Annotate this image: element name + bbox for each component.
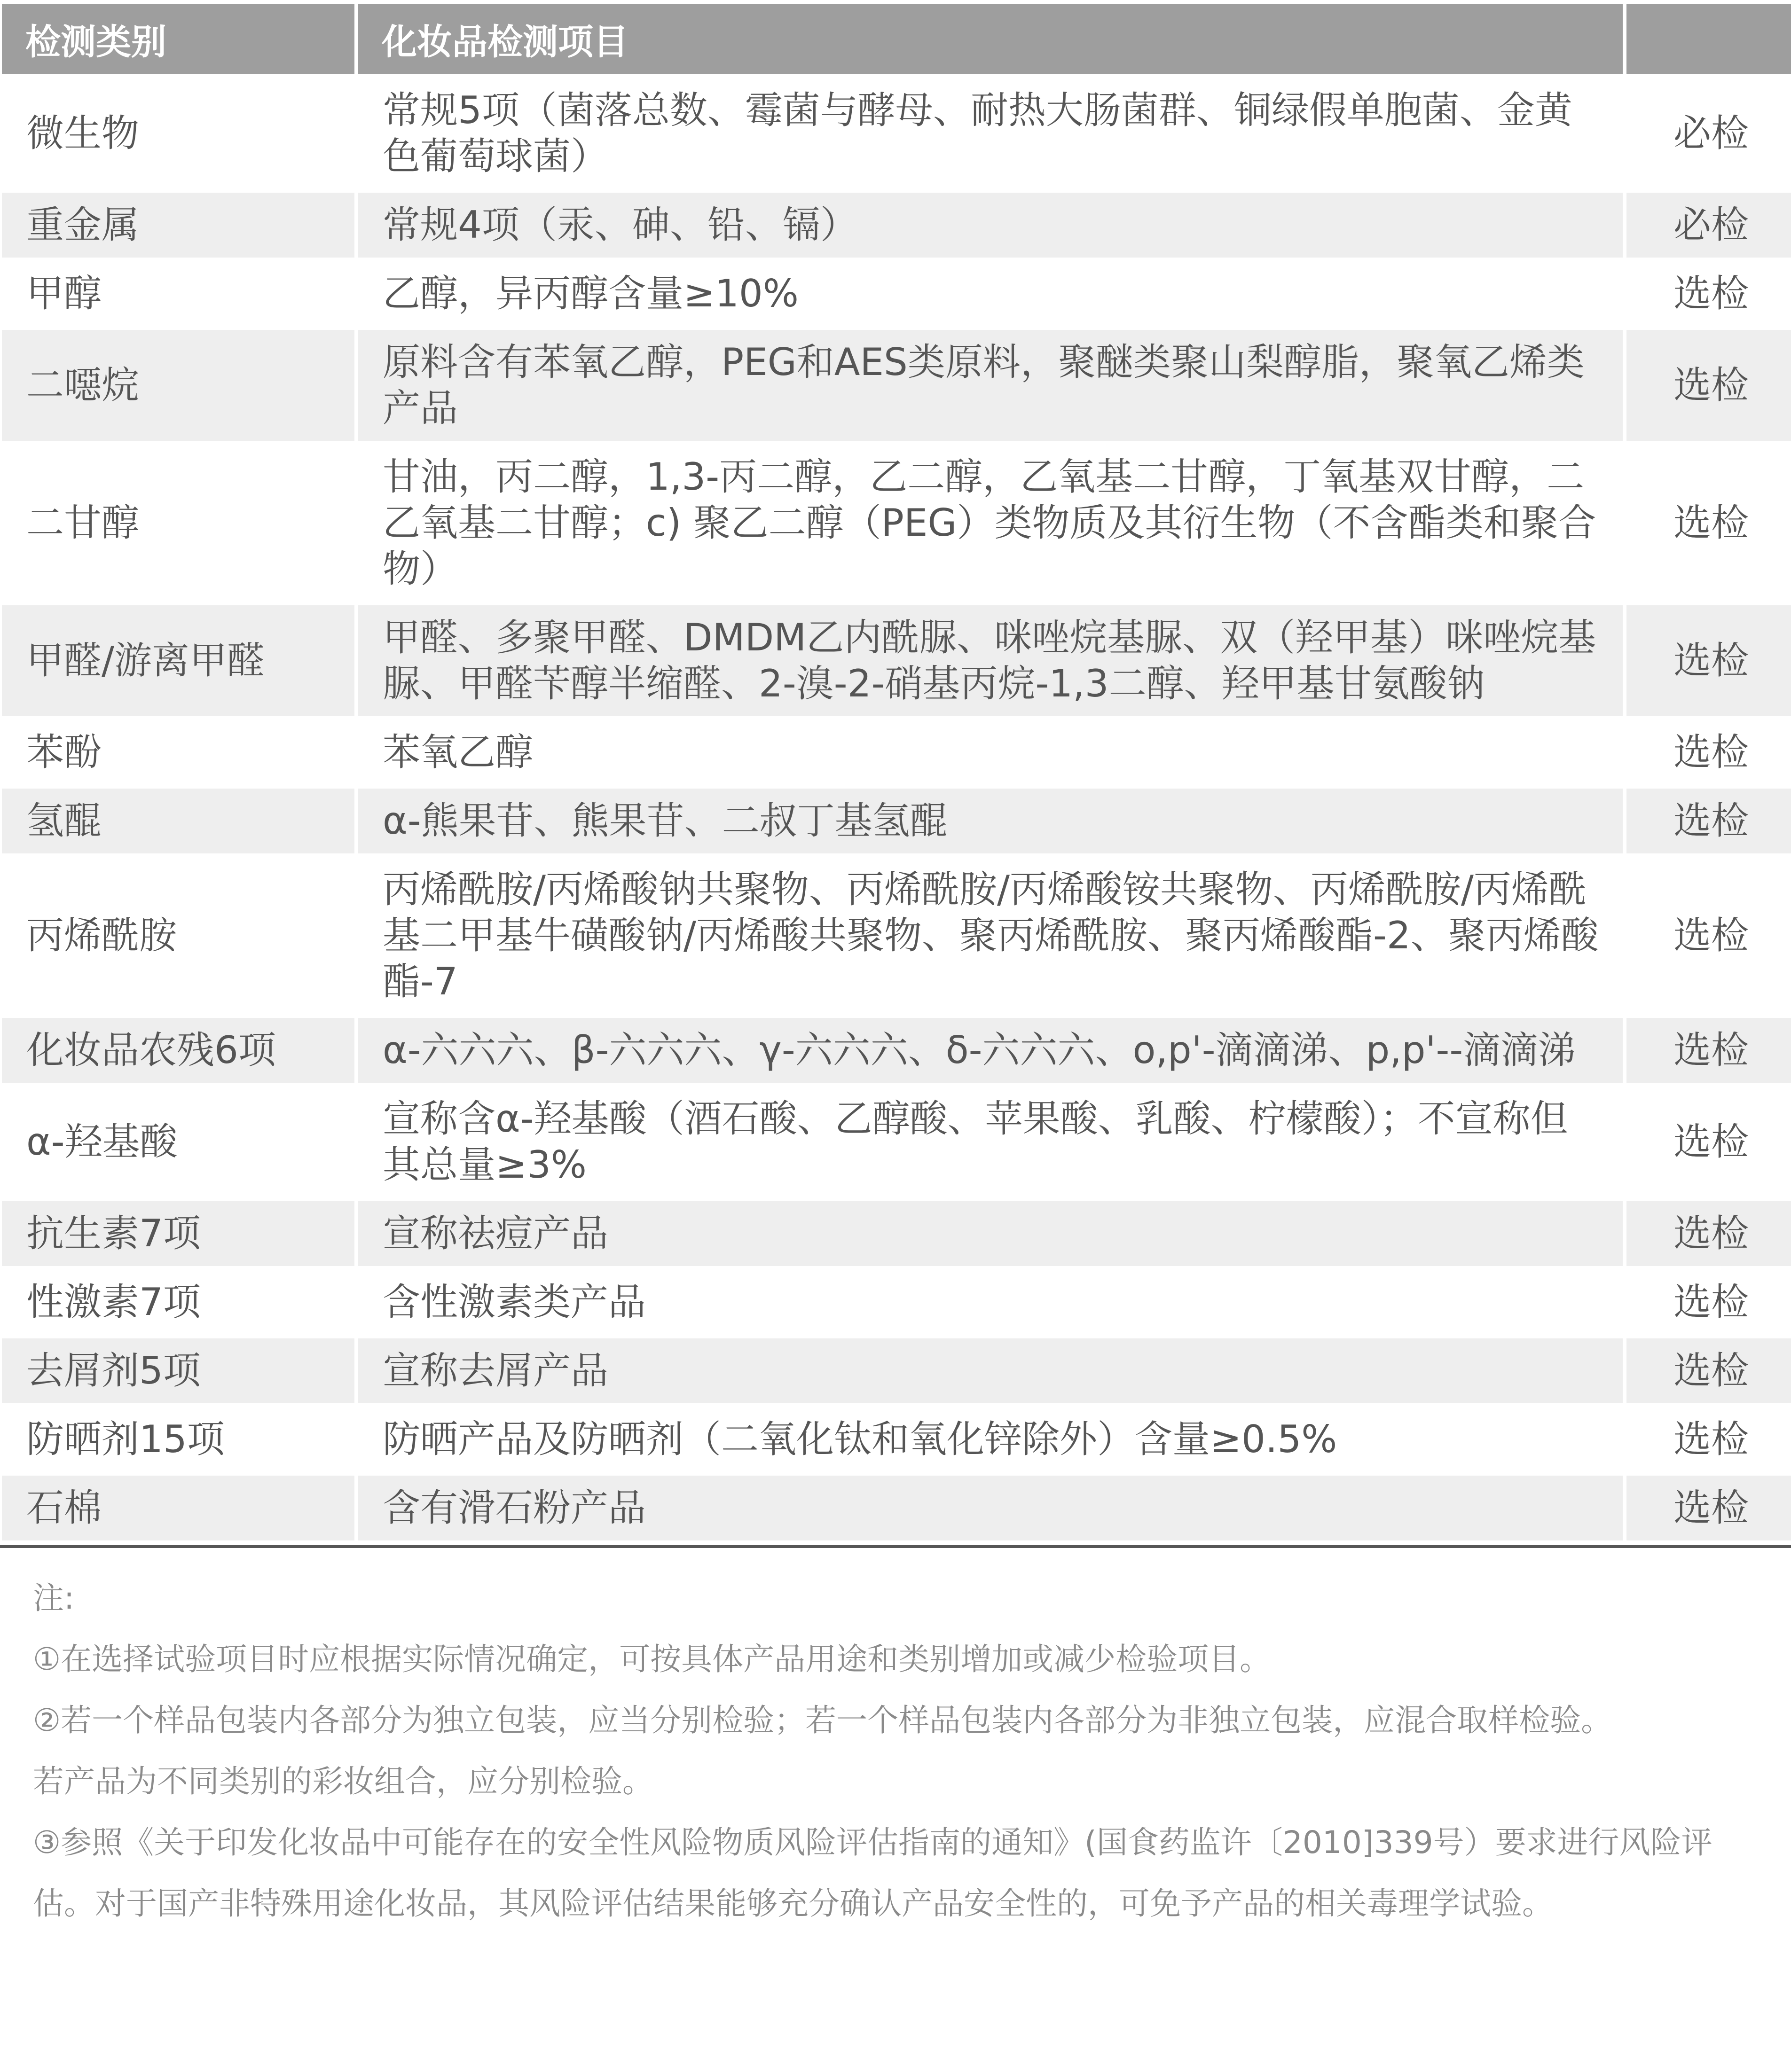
table-header-row [2, 4, 1791, 74]
table-row [2, 193, 1791, 258]
table-row [2, 1087, 1791, 1197]
row-requirement: 选检 [1626, 445, 1791, 602]
row-category: 微生物 [2, 78, 354, 189]
row-items: 含有滑石粉产品 [358, 1476, 1623, 1540]
row-category: 氢醌 [2, 789, 354, 853]
table-row [2, 720, 1791, 785]
table-row [2, 261, 1791, 326]
note-item: ①在选择试验项目时应根据实际情况确定，可按具体产品用途和类别增加或减少检验项目。 [33, 1641, 1271, 1677]
row-requirement: 选检 [1626, 1270, 1791, 1335]
table-body [2, 78, 1791, 1540]
row-category: 甲醇 [2, 261, 354, 326]
row-requirement: 必检 [1626, 193, 1791, 258]
row-items: 宣称去屑产品 [358, 1338, 1623, 1403]
row-requirement: 选检 [1626, 1087, 1791, 1197]
row-items: 丙烯酰胺/丙烯酸钠共聚物、丙烯酰胺/丙烯酸铵共聚物、丙烯酰胺/丙烯酰基二甲基牛磺酸钠/丙烯酸共聚物、聚丙烯酰胺、聚丙烯酸酯-2、聚丙烯酸酯-7 [358, 857, 1623, 1014]
row-category: 石棉 [2, 1476, 354, 1540]
header-requirement [1626, 4, 1791, 74]
table-row [2, 78, 1791, 189]
note-item: 若产品为不同类别的彩妆组合，应分别检验。 [33, 1763, 653, 1799]
row-items: 常规5项（菌落总数、霉菌与酵母、耐热大肠菌群、铜绿假单胞菌、金黄色葡萄球菌） [358, 78, 1623, 189]
table-row [2, 857, 1791, 1014]
row-category: 去屑剂5项 [2, 1338, 354, 1403]
table-row [2, 1338, 1791, 1403]
table-row [2, 445, 1791, 602]
note-item: ②若一个样品包装内各部分为独立包装，应当分别检验；若一个样品包装内各部分为非独立包装，应混合取样检验。 [33, 1702, 1612, 1738]
table-row [2, 789, 1791, 853]
row-requirement: 选检 [1626, 789, 1791, 853]
row-category: 重金属 [2, 193, 354, 258]
header-category: 检测类别 [2, 4, 354, 74]
table-row [2, 1476, 1791, 1540]
row-requirement: 选检 [1626, 1476, 1791, 1540]
row-items: 甲醛、多聚甲醛、DMDM乙内酰脲、咪唑烷基脲、双（羟甲基）咪唑烷基脲、甲醛苄醇半缩醛、2-溴-2-硝基丙烷-1,3二醇、羟甲基甘氨酸钠 [358, 605, 1623, 716]
row-category: 性激素7项 [2, 1270, 354, 1335]
row-category: 防晒剂15项 [2, 1407, 354, 1472]
row-items: 防晒产品及防晒剂（二氧化钛和氧化锌除外）含量≥0.5% [358, 1407, 1623, 1472]
table-row [2, 1018, 1791, 1083]
row-requirement: 选检 [1626, 1338, 1791, 1403]
row-items: 含性激素类产品 [358, 1270, 1623, 1335]
row-requirement: 选检 [1626, 605, 1791, 716]
table-row [2, 1407, 1791, 1472]
row-items: α-六六六、β-六六六、γ-六六六、δ-六六六、o,p'-滴滴涕、p,p'--滴滴涕 [358, 1018, 1623, 1083]
table-row [2, 1270, 1791, 1335]
row-requirement: 选检 [1626, 261, 1791, 326]
row-items: 原料含有苯氧乙醇，PEG和AES类原料，聚醚类聚山梨醇脂，聚氧乙烯类产品 [358, 330, 1623, 441]
row-items: 乙醇，异丙醇含量≥10% [358, 261, 1623, 326]
row-category: 苯酚 [2, 720, 354, 785]
row-requirement: 选检 [1626, 857, 1791, 1014]
row-items: 甘油，丙二醇，1,3-丙二醇，乙二醇，乙氧基二甘醇，丁氧基双甘醇，二乙氧基二甘醇；c) 聚乙二醇（PEG）类物质及其衍生物（不含酯类和聚合物） [358, 445, 1623, 602]
row-category: 二甘醇 [2, 445, 354, 602]
row-category: 甲醛/游离甲醛 [2, 605, 354, 716]
row-category: 丙烯酰胺 [2, 857, 354, 1014]
row-category: 抗生素7项 [2, 1201, 354, 1266]
row-requirement: 选检 [1626, 1407, 1791, 1472]
row-items: 宣称祛痘产品 [358, 1201, 1623, 1266]
row-items: 苯氧乙醇 [358, 720, 1623, 785]
notes-heading: 注: [33, 1580, 75, 1616]
row-requirement: 必检 [1626, 78, 1791, 189]
note-item: ③参照《关于印发化妆品中可能存在的安全性风险物质风险评估指南的通知》(国食药监许〔2010]339号）要求进行风险评估。对于国产非特殊用途化妆品，其风险评估结果能够充分确认产品安全性的，可免予产品的相关毒理学试验。 [33, 1824, 1712, 1922]
row-items: 宣称含α-羟基酸（酒石酸、乙醇酸、苹果酸、乳酸、柠檬酸）；不宣称但其总量≥3% [358, 1087, 1623, 1197]
row-requirement: 选检 [1626, 1018, 1791, 1083]
table-bottom-rule [0, 1545, 1791, 1548]
table-row [2, 330, 1791, 441]
table-row [2, 1201, 1791, 1266]
header-items: 化妆品检测项目 [358, 4, 1623, 74]
notes-section [33, 1568, 1772, 1934]
row-requirement: 选检 [1626, 1201, 1791, 1266]
table-row [2, 605, 1791, 716]
row-category: 化妆品农残6项 [2, 1018, 354, 1083]
row-category: α-羟基酸 [2, 1087, 354, 1197]
row-items: 常规4项（汞、砷、铅、镉） [358, 193, 1623, 258]
row-requirement: 选检 [1626, 720, 1791, 785]
row-requirement: 选检 [1626, 330, 1791, 441]
row-category: 二噁烷 [2, 330, 354, 441]
row-items: α-熊果苷、熊果苷、二叔丁基氢醌 [358, 789, 1623, 853]
